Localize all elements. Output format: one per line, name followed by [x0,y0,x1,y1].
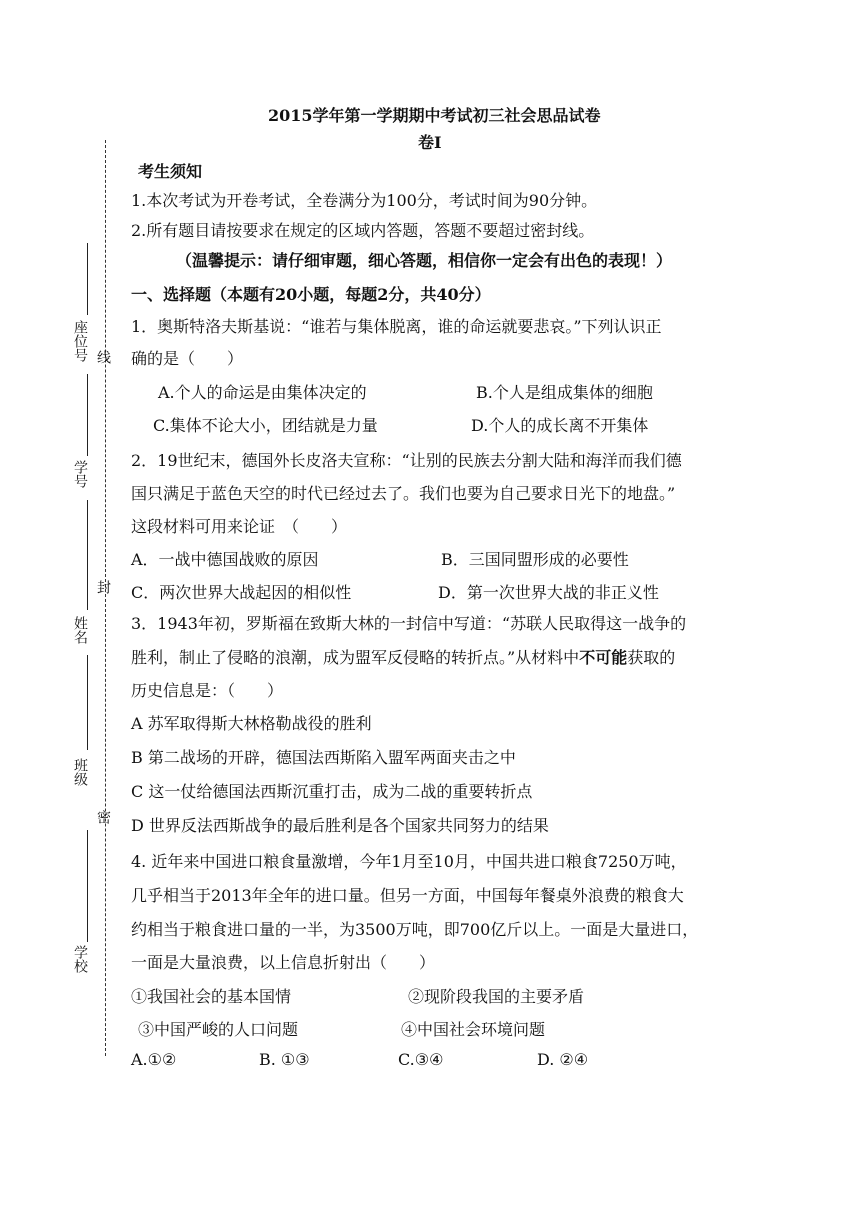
question-1-line: 1．奥斯特洛夫斯基说：“谁若与集体脱离，谁的命运就要悲哀。”下列认识正 [131,317,662,336]
question-2-option-d[interactable]: D．第一次世界大战的非正义性 [438,583,659,602]
question-2-option-b[interactable]: B．三国同盟形成的必要性 [441,550,629,569]
question-2-line: 2．19世纪末，德国外长皮洛夫宣称：“让别的民族去分割大陆和海洋而我们德 [131,451,682,470]
name-label: 姓名 [72,616,88,644]
page-title: 2015学年第一学期期中考试初三社会思品试卷 [268,106,601,125]
question-1-option-b[interactable]: B.个人是组成集体的细胞 [476,383,653,402]
question-3-option-b[interactable]: B 第二战场的开辟，德国法西斯陷入盟军两面夹击之中 [131,748,516,767]
question-3-line-2-text: 胜利，制止了侵略的浪潮，成为盟军反侵略的转折点。”从材料中 [131,648,580,667]
question-3-line: 历史信息是：（ ） [131,681,284,700]
question-3-option-c[interactable]: C 这一仗给德国法西斯沉重打击，成为二战的重要转折点 [131,782,533,801]
seal-line [105,140,106,1056]
question-2-line: 国只满足于蓝色天空的时代已经过去了。我们也要为自己要求日光下的地盘。” [131,484,676,503]
student-number-label: 学号 [72,460,88,488]
notice-heading: 考生须知 [138,162,203,181]
question-4-item-3: ③中国严峻的人口问题 [138,1020,299,1039]
notice-reminder: （温馨提示：请仔细审题，细心答题，相信你一定会有出色的表现！） [176,251,673,270]
class-fill-line [87,655,88,750]
question-1-option-a[interactable]: A.个人的命运是由集体决定的 [158,383,367,402]
question-4-item-2: ②现阶段我国的主要矛盾 [408,987,585,1006]
question-1-option-c[interactable]: C.集体不论大小，团结就是力量 [153,416,378,435]
question-2-option-c[interactable]: C．两次世界大战起因的相似性 [131,583,352,602]
question-4-item-4: ④中国社会环境问题 [401,1020,546,1039]
question-4-option-a[interactable]: A.①② [131,1050,177,1069]
school-fill-line [87,830,88,942]
question-3-emphasis: 不可能 [579,648,628,667]
notice-item: 1.本次考试为开卷考试，全卷满分为100分，考试时间为90分钟。 [131,191,598,210]
question-2-line: 这段材料可用来论证 （ ） [131,517,348,536]
question-2-option-a[interactable]: A．一战中德国战败的原因 [131,550,319,569]
question-4-option-d[interactable]: D. ②④ [537,1050,589,1069]
seat-number-label: 座位号 [72,320,88,362]
seal-char-mi: 密 [95,810,111,824]
class-label: 班级 [72,758,88,786]
seat-number-fill-line [87,243,88,315]
question-1-option-d[interactable]: D.个人的成长离不开集体 [471,416,649,435]
question-4-line: 4. 近年来中国进口粮食量激增，今年1月至10月，中国共进口粮食7250万吨， [131,852,687,871]
question-1-line: 确的是（ ） [131,349,244,368]
seal-char-feng: 封 [95,580,111,594]
name-fill-line [87,500,88,610]
question-4-option-c[interactable]: C.③④ [398,1050,444,1069]
student-number-fill-line [87,374,88,456]
question-3-after-emphasis: 获取的 [627,648,676,667]
question-4-line: 约相当于粮食进口量的一半，为3500万吨，即700亿斤以上。一面是大量进口， [131,920,699,939]
question-3-option-a[interactable]: A 苏军取得斯大林格勒战役的胜利 [131,714,372,733]
section-title: 一、选择题（本题有20小题，每题2分，共40分） [131,285,491,304]
seal-char-line: 线 [95,350,111,364]
question-4-line: 一面是大量浪费，以上信息折射出（ ） [131,953,436,972]
question-3-option-d[interactable]: D 世界反法西斯战争的最后胜利是各个国家共同努力的结果 [131,816,549,835]
page-subtitle: 卷Ⅰ [418,133,442,152]
school-label: 学校 [72,945,88,973]
question-4-item-1: ①我国社会的基本国情 [131,987,292,1006]
notice-item: 2.所有题目请按要求在规定的区域内答题，答题不要超过密封线。 [131,221,595,240]
question-4-option-b[interactable]: B. ①③ [259,1050,310,1069]
question-3-line-2 [131,645,675,668]
question-4-line: 几乎相当于2013年全年的进口量。但另一方面，中国每年餐桌外浪费的粮食大 [131,886,684,905]
question-3-line: 3．1943年初，罗斯福在致斯大林的一封信中写道：“苏联人民取得这一战争的 [131,614,687,633]
